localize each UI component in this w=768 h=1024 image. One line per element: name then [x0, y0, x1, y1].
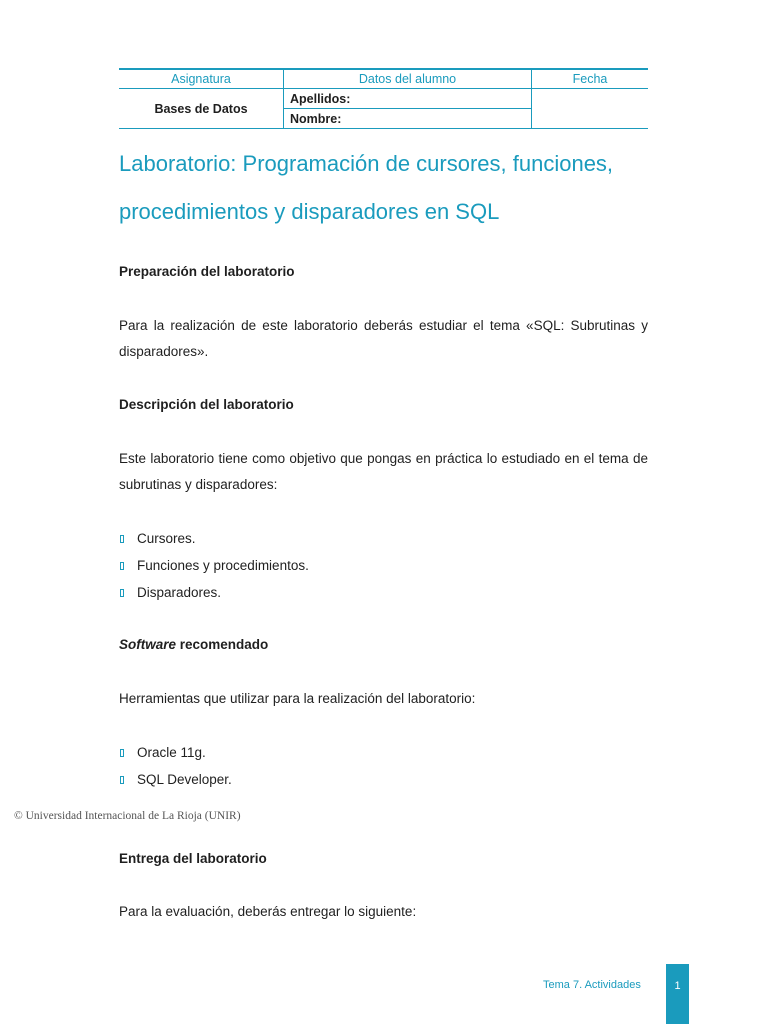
desc-bullet-list: [119, 525, 309, 606]
document-title: [119, 140, 659, 236]
col-subject: Asignatura: [119, 69, 284, 89]
copyright-notice: © Universidad Internacional de La Rioja (UNIR): [14, 810, 241, 822]
list-item: [119, 579, 309, 606]
software-text: Herramientas que utilizar para la realización del laboratorio:: [119, 691, 476, 706]
list-item: [119, 525, 309, 552]
page-number-box: [666, 964, 689, 1024]
list-item: [119, 552, 309, 579]
list-item-text: Funciones y procedimientos.: [137, 558, 309, 573]
delivery-text: Para la evaluación, deberás entregar lo siguiente:: [119, 904, 417, 919]
date-field: [532, 89, 649, 129]
delivery-heading: Entrega del laboratorio: [119, 851, 267, 866]
software-heading-italic: Software: [119, 637, 177, 652]
col-date: Fecha: [532, 69, 649, 89]
list-item: [119, 766, 232, 793]
name-field: Nombre:: [284, 109, 532, 129]
list-item-text: Oracle 11g.: [137, 745, 206, 760]
software-heading-rest: recomendado: [176, 637, 269, 652]
title-line-2: procedimientos y disparadores en SQL: [119, 199, 500, 224]
page-number: 1: [674, 980, 681, 992]
software-bullet-list: [119, 739, 232, 793]
bullet-icon: [120, 535, 124, 543]
bullet-icon: [120, 776, 124, 784]
list-item-text: Cursores.: [137, 531, 196, 546]
desc-heading: Descripción del laboratorio: [119, 397, 294, 412]
bullet-icon: [120, 562, 124, 570]
title-line-1: Laboratorio: Programación de cursores, funciones,: [119, 151, 614, 176]
bullet-icon: [120, 589, 124, 597]
list-item-text: SQL Developer.: [137, 772, 232, 787]
list-item: [119, 739, 232, 766]
list-item-text: Disparadores.: [137, 585, 222, 600]
col-student-data: Datos del alumno: [284, 69, 532, 89]
prep-text: Para la realización de este laboratorio deberás estudiar el tema «SQL: Subrutinas y disparadores».: [119, 318, 648, 359]
header-table: [119, 68, 648, 129]
subject-value: Bases de Datos: [119, 89, 284, 129]
bullet-icon: [120, 749, 124, 757]
software-heading: [119, 637, 268, 652]
desc-text: Este laboratorio tiene como objetivo que pongas en práctica lo estudiado en el tema de subrutinas y disparadores:: [119, 451, 648, 492]
footer-topic-label: Tema 7. Actividades: [543, 979, 641, 991]
prep-heading: Preparación del laboratorio: [119, 264, 295, 279]
surname-field: Apellidos:: [284, 89, 532, 109]
